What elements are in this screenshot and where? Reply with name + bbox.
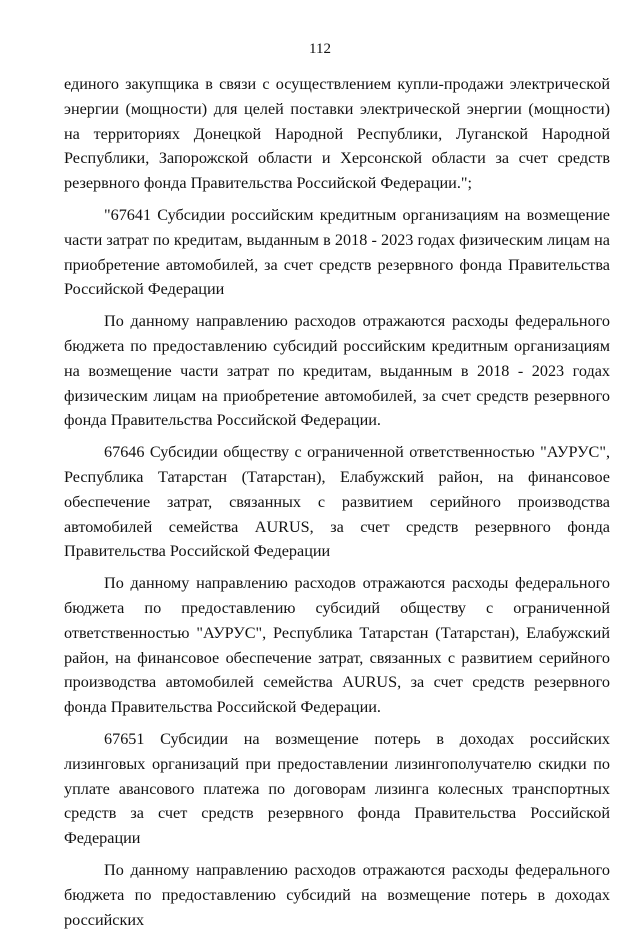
paragraph-continuation: единого закупщика в связи с осуществлением купли-продажи электрической энергии (мощности) для целей поставки электрической энергии (мощности) на территориях Донецкой Народной Республики, Луганской Народной Республики, Запорожской области и Херсонской области за счет средств резервного фонда Правительства Российской Федерации."; [64, 75, 610, 193]
paragraph-code-67651-description: По данному направлению расходов отражаются расходы федерального бюджета по предоставлению субсидий на возмещение потерь в доходах российских [64, 860, 610, 929]
paragraph-code-67641-title: "67641 Субсидии российским кредитным организациям на возмещение части затрат по кредитам, выданным в 2018 - 2023 годах физическим лицам на приобретение автомобилей, за счет средств резервного фонда Правительства Российской Федерации [64, 205, 610, 299]
paragraph-code-67641-description: По данному направлению расходов отражаются расходы федерального бюджета по предоставлению субсидий российским кредитным организациям на возмещение части затрат по кредитам, выданным в 2018 - 2023 годах физическим лицам на приобретение автомобилей, за счет средств резервного фонда Правительства Российской Федерации. [64, 312, 610, 430]
paragraph-code-67646-description: По данному направлению расходов отражаются расходы федерального бюджета по предоставлению субсидий обществу с ограниченной ответственностью "АУРУС", Республика Татарстан (Татарстан), Елабужский район, на финансовое обеспечение затрат, связанных с развитием серийного производства автомобилей семейства AURUS, за счет средств резервного фонда Правительства Российской Федерации. [64, 574, 610, 717]
paragraph-code-67651-title: 67651 Субсидии на возмещение потерь в доходах российских лизинговых организаций при предоставлении лизингополучателю скидки по уплате авансового платежа по договорам лизинга колесных транспортных средств за счет средств резервного фонда Правительства Российской Федерации [64, 729, 610, 848]
document-body [64, 72, 610, 932]
page-number: 112 [309, 41, 331, 57]
paragraph-code-67646-title: 67646 Субсидии обществу с ограниченной ответственностью "АУРУС", Республика Татарстан (Татарстан), Елабужский район, на финансовое обеспечение затрат, связанных с развитием серийного производства автомобилей семейства AURUS, за счет средств резервного фонда Правительства Российской Федерации [64, 443, 610, 561]
